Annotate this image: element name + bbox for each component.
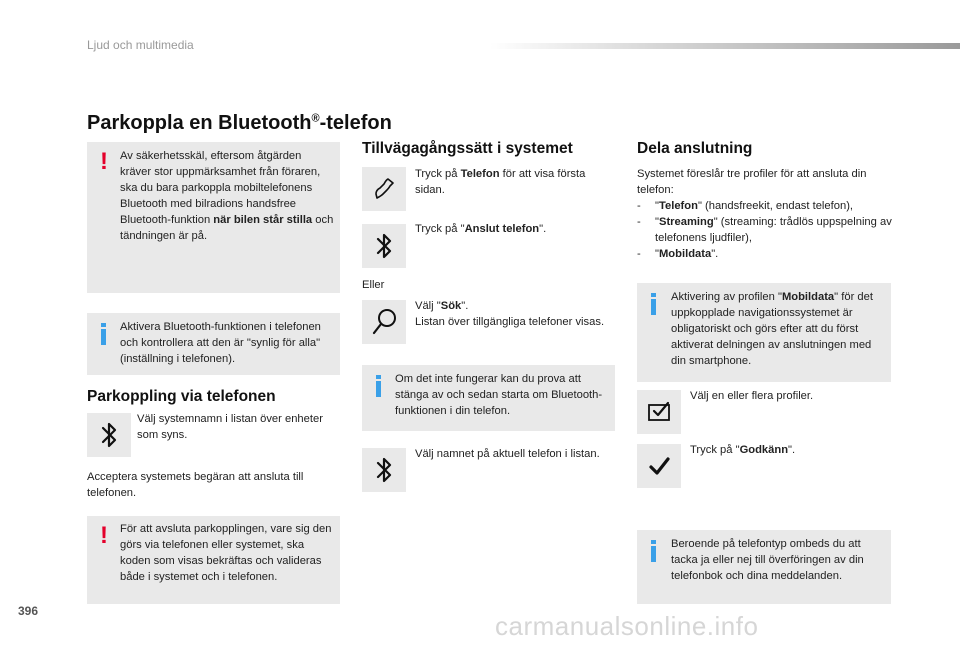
section-title-phone-pairing: Parkoppling via telefonen xyxy=(87,388,276,405)
accept-request-text: Acceptera systemets begäran att ansluta till telefonen. xyxy=(87,471,304,499)
header-gradient-bar xyxy=(490,43,960,49)
checkbox-icon xyxy=(637,390,681,434)
bluetooth-icon-box xyxy=(362,448,406,492)
search-icon xyxy=(362,300,406,344)
search-icon-box xyxy=(362,300,406,344)
telephone-icon xyxy=(362,167,406,211)
pairing-warning-box xyxy=(87,516,340,604)
profiles-list xyxy=(637,198,892,262)
safety-warning-box xyxy=(87,142,340,293)
step-select-profiles: Välj en eller flera profiler. xyxy=(690,390,814,402)
info-icon xyxy=(376,375,381,397)
list-item: - "Telefon" (handsfreekit, endast telefon), xyxy=(637,200,854,212)
info-text: Om det inte fungerar kan du prova att stänga av och sedan starta om Bluetooth-funktionen i din telefon. xyxy=(395,373,603,417)
bluetooth-icon xyxy=(362,448,406,492)
info-text: Aktivera Bluetooth-funktionen i telefonen och kontrollera att den är "synlig för alla" (inställning i telefonen). xyxy=(120,321,321,365)
info-text: Beroende på telefontyp ombeds du att tacka ja eller nej till överföringen av din telefonbok och dina meddelanden. xyxy=(671,538,864,582)
list-item: - "Streaming" (streaming: trådlös uppspelning av telefonens ljudfiler), xyxy=(637,216,892,244)
warning-text: Av säkerhetsskäl, eftersom åtgärden kräver stor uppmärksamhet från föraren, ska du bara parkoppla mobiltelefonens Bluetooth med bilradions handsfree Bluetooth-funktion när bilen står stilla och tändningen är på. xyxy=(120,150,334,242)
page-number: 396 xyxy=(18,604,39,618)
info-box-mobile-data xyxy=(637,283,891,382)
section-title-system-procedure: Tillvägagångssätt i systemet xyxy=(362,140,573,157)
warning-text: För att avsluta parkopplingen, vare sig den görs via telefonen eller systemet, ska koden som visas bekräftas och valideras både i systemet och i telefonen. xyxy=(120,523,332,583)
bluetooth-icon xyxy=(362,224,406,268)
checkmark-icon-box xyxy=(637,444,681,488)
telephone-icon-box xyxy=(362,167,406,211)
info-box-bluetooth xyxy=(87,313,340,375)
page-title: Parkoppla en Bluetooth®-telefon xyxy=(87,112,392,134)
section-title-share-connection: Dela anslutning xyxy=(637,140,753,157)
info-icon xyxy=(651,540,656,562)
info-box-restart xyxy=(362,365,615,431)
watermark: carmanualsonline.info xyxy=(495,611,759,641)
warning-icon: ! xyxy=(100,148,108,175)
warning-icon: ! xyxy=(100,522,108,549)
info-icon xyxy=(101,323,106,345)
running-header: Ljud och multimedia xyxy=(87,38,194,52)
step-press-accept: Tryck på "Godkänn". xyxy=(690,444,796,456)
checkmark-icon xyxy=(637,444,681,488)
step-press-telephone: Tryck på Telefon för att visa första sidan. xyxy=(415,168,586,196)
info-box-phonebook xyxy=(637,530,891,604)
step-search: Välj "Sök". Listan över tillgängliga telefoner visas. xyxy=(415,300,605,328)
profile-select-icon-box xyxy=(637,390,681,434)
or-label: Eller xyxy=(362,279,385,291)
info-text: Aktivering av profilen "Mobildata" för det uppkopplade navigationssystemet är obligatoriskt och görs efter att du först aktiverat delningen av anslutningen med din smartphone. xyxy=(671,291,873,367)
profiles-intro: Systemet föreslår tre profiler för att ansluta din telefon: xyxy=(637,168,867,196)
step-connect-telephone: Tryck på "Anslut telefon". xyxy=(415,223,547,235)
bluetooth-icon-box xyxy=(87,413,131,457)
bluetooth-icon-box xyxy=(362,224,406,268)
list-item: - "Mobildata". xyxy=(637,248,719,260)
bluetooth-icon xyxy=(87,413,131,457)
info-icon xyxy=(651,293,656,315)
step-select-system: Välj systemnamn i listan över enheter som syns. xyxy=(137,413,323,441)
step-select-phone-name: Välj namnet på aktuell telefon i listan. xyxy=(415,448,600,460)
